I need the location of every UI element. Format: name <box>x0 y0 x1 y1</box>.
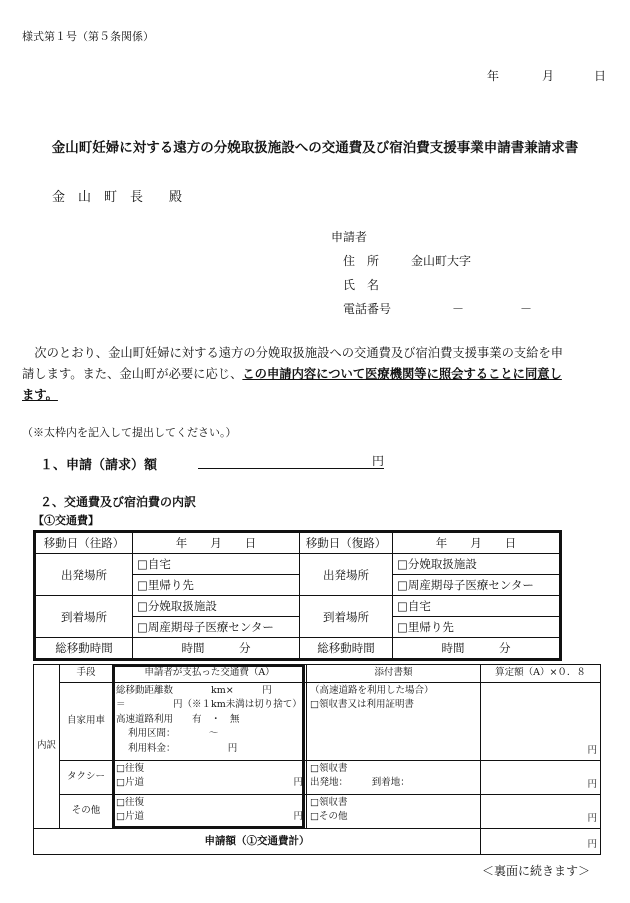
return-date-label: 移動日（復路） <box>300 532 393 554</box>
other-doc-other-label: その他 <box>318 811 348 822</box>
other-doc-receipt-label: 領収書 <box>318 796 348 808</box>
taxi-doc-receipt[interactable] <box>310 762 477 777</box>
return-arrive-opt-hometown-label: 里帰り先 <box>407 620 454 634</box>
other-doc-receipt[interactable] <box>310 796 477 811</box>
header-paid: 申請者が支払った交通費（A） <box>113 665 307 683</box>
go-depart-opt-hometown-label: 里帰り先 <box>147 578 194 592</box>
section1-label: １、申請（請求）額 <box>40 458 158 473</box>
taxi-docs <box>307 760 481 794</box>
go-arrive-opt-center[interactable] <box>133 617 300 638</box>
section-line: 利用区間： ～ <box>128 728 219 739</box>
go-depart-label: 出発場所 <box>35 554 133 596</box>
date-month: 月 <box>542 69 555 83</box>
return-depart-opt-center-label: 周産期母子医療センター <box>407 578 534 592</box>
phone-dash-1: － <box>452 302 465 316</box>
go-arrive-label: 到着場所 <box>35 596 133 638</box>
private-car-doc-check[interactable] <box>310 698 477 713</box>
return-depart-label: 出発場所 <box>300 554 393 596</box>
phone-dash-2: － <box>520 302 533 316</box>
address-label: 住 所 <box>343 254 380 268</box>
private-car-doc-note: （高速道路を利用した場合） <box>310 684 434 696</box>
return-total-time-label: 総移動時間 <box>300 638 393 660</box>
go-date-label: 移動日（往路） <box>35 532 133 554</box>
return-arrive-opt-hometown[interactable] <box>393 617 561 638</box>
name-label: 氏 名 <box>343 278 380 292</box>
header-calc: 算定額（A）×０．８ <box>481 665 601 683</box>
highway-line: 高速道路利用 有 ・ 無 <box>116 713 240 725</box>
body-line-2 <box>22 364 562 382</box>
return-depart-opt-center[interactable] <box>393 575 561 596</box>
consent-text: この申請内容について医療機関等に照会することに同意し <box>242 366 562 381</box>
private-car-docs <box>307 682 481 760</box>
section2-sub: 【①交通費】 <box>33 514 99 527</box>
go-arrive-opt-facility[interactable] <box>133 596 300 617</box>
other-paid-yen: 円 <box>293 811 303 822</box>
other-opt-round-label: 往復 <box>124 796 144 808</box>
return-date-field[interactable]: 年 月 日 <box>393 532 561 554</box>
private-car-calc[interactable]: 円 <box>481 682 601 760</box>
taxi-opt-round-label: 往復 <box>124 762 144 774</box>
taxi-doc-receipt-label: 領収書 <box>318 762 348 774</box>
distance-line: 総移動距離数 km× 円 <box>116 684 272 696</box>
date-year: 年 <box>487 69 500 83</box>
taxi-calc[interactable]: 円 <box>481 760 601 794</box>
go-total-time-label: 総移動時間 <box>35 638 133 660</box>
go-arrive-opt-facility-label: 分娩取扱施設 <box>147 599 217 613</box>
amount-line[interactable] <box>198 468 384 469</box>
section1-unit: 円 <box>372 454 385 468</box>
private-car-doc-label: 領収書又は利用証明書 <box>318 699 414 710</box>
other-calc[interactable]: 円 <box>481 794 601 828</box>
body-line-3: ます。 <box>22 387 58 402</box>
body-line-1: 次のとおり、金山町妊婦に対する遠方の分娩取扱施設への交通費及び宿泊費支援事業の支給を申 <box>22 346 564 360</box>
body-line-2-plain: 請します。また、金山町が必要に応じ、 <box>22 367 243 381</box>
total-calc[interactable]: 円 <box>481 828 601 854</box>
addressee: 金 山 町 長 殿 <box>52 190 183 205</box>
taxi-opt-round[interactable] <box>116 762 303 777</box>
section2-label: ２、交通費及び宿泊費の内訳 <box>40 495 197 509</box>
form-number: 様式第１号（第５条関係） <box>22 30 154 43</box>
taxi-opt-oneway[interactable] <box>116 776 144 791</box>
private-car-label: 自家用車 <box>60 682 113 760</box>
return-arrive-opt-home-label: 自宅 <box>407 599 431 613</box>
taxi-opt-oneway-label: 片道 <box>124 777 144 788</box>
other-opt-round[interactable] <box>116 796 303 811</box>
other-doc-other[interactable] <box>310 810 477 825</box>
go-arrive-opt-center-label: 周産期母子医療センター <box>147 620 274 634</box>
return-arrive-label: 到着場所 <box>300 596 393 638</box>
note: （※太枠内を記入して提出してください。） <box>22 426 237 439</box>
other-docs <box>307 794 481 828</box>
header-means: 手段 <box>60 665 113 683</box>
taxi-paid-yen: 円 <box>293 777 303 788</box>
date-day: 日 <box>594 69 607 83</box>
go-date-field[interactable]: 年 月 日 <box>133 532 300 554</box>
go-depart-opt-home[interactable] <box>133 554 300 575</box>
header-docs: 添付書類 <box>307 665 481 683</box>
equals-line: ＝ 円（※１km未満は切り捨て） <box>116 699 302 710</box>
other-label: その他 <box>60 794 113 828</box>
applicant-heading: 申請者 <box>331 230 368 244</box>
address-value: 金山町大字 <box>411 254 472 268</box>
go-total-time-field[interactable]: 時間 分 <box>133 638 300 660</box>
travel-table <box>33 530 562 661</box>
other-opt-oneway-label: 片道 <box>124 811 144 822</box>
go-depart-opt-hometown[interactable] <box>133 575 300 596</box>
return-arrive-opt-home[interactable] <box>393 596 561 617</box>
continued-note: ＜裏面に続きます＞ <box>482 864 591 878</box>
other-opt-oneway[interactable] <box>116 810 144 825</box>
taxi-paid[interactable] <box>113 760 307 794</box>
page-title: 金山町妊婦に対する遠方の分娩取扱施設への交通費及び宿泊費支援事業申請書兼請求書 <box>51 140 579 156</box>
return-depart-opt-facility-label: 分娩取扱施設 <box>407 557 477 571</box>
total-label: 申請額（①交通費計） <box>34 828 481 854</box>
taxi-doc-route: 出発地： 到着地： <box>310 777 410 788</box>
go-depart-opt-home-label: 自宅 <box>147 557 171 571</box>
breakdown-side-label: 内訳 <box>34 665 60 829</box>
other-paid[interactable] <box>113 794 307 828</box>
phone-label: 電話番号 <box>343 302 392 316</box>
taxi-label: タクシー <box>60 760 113 794</box>
fee-line: 利用料金： 円 <box>128 742 238 754</box>
return-total-time-field[interactable]: 時間 分 <box>393 638 561 660</box>
cost-table <box>33 664 601 855</box>
private-car-paid[interactable] <box>113 682 307 760</box>
return-depart-opt-facility[interactable] <box>393 554 561 575</box>
